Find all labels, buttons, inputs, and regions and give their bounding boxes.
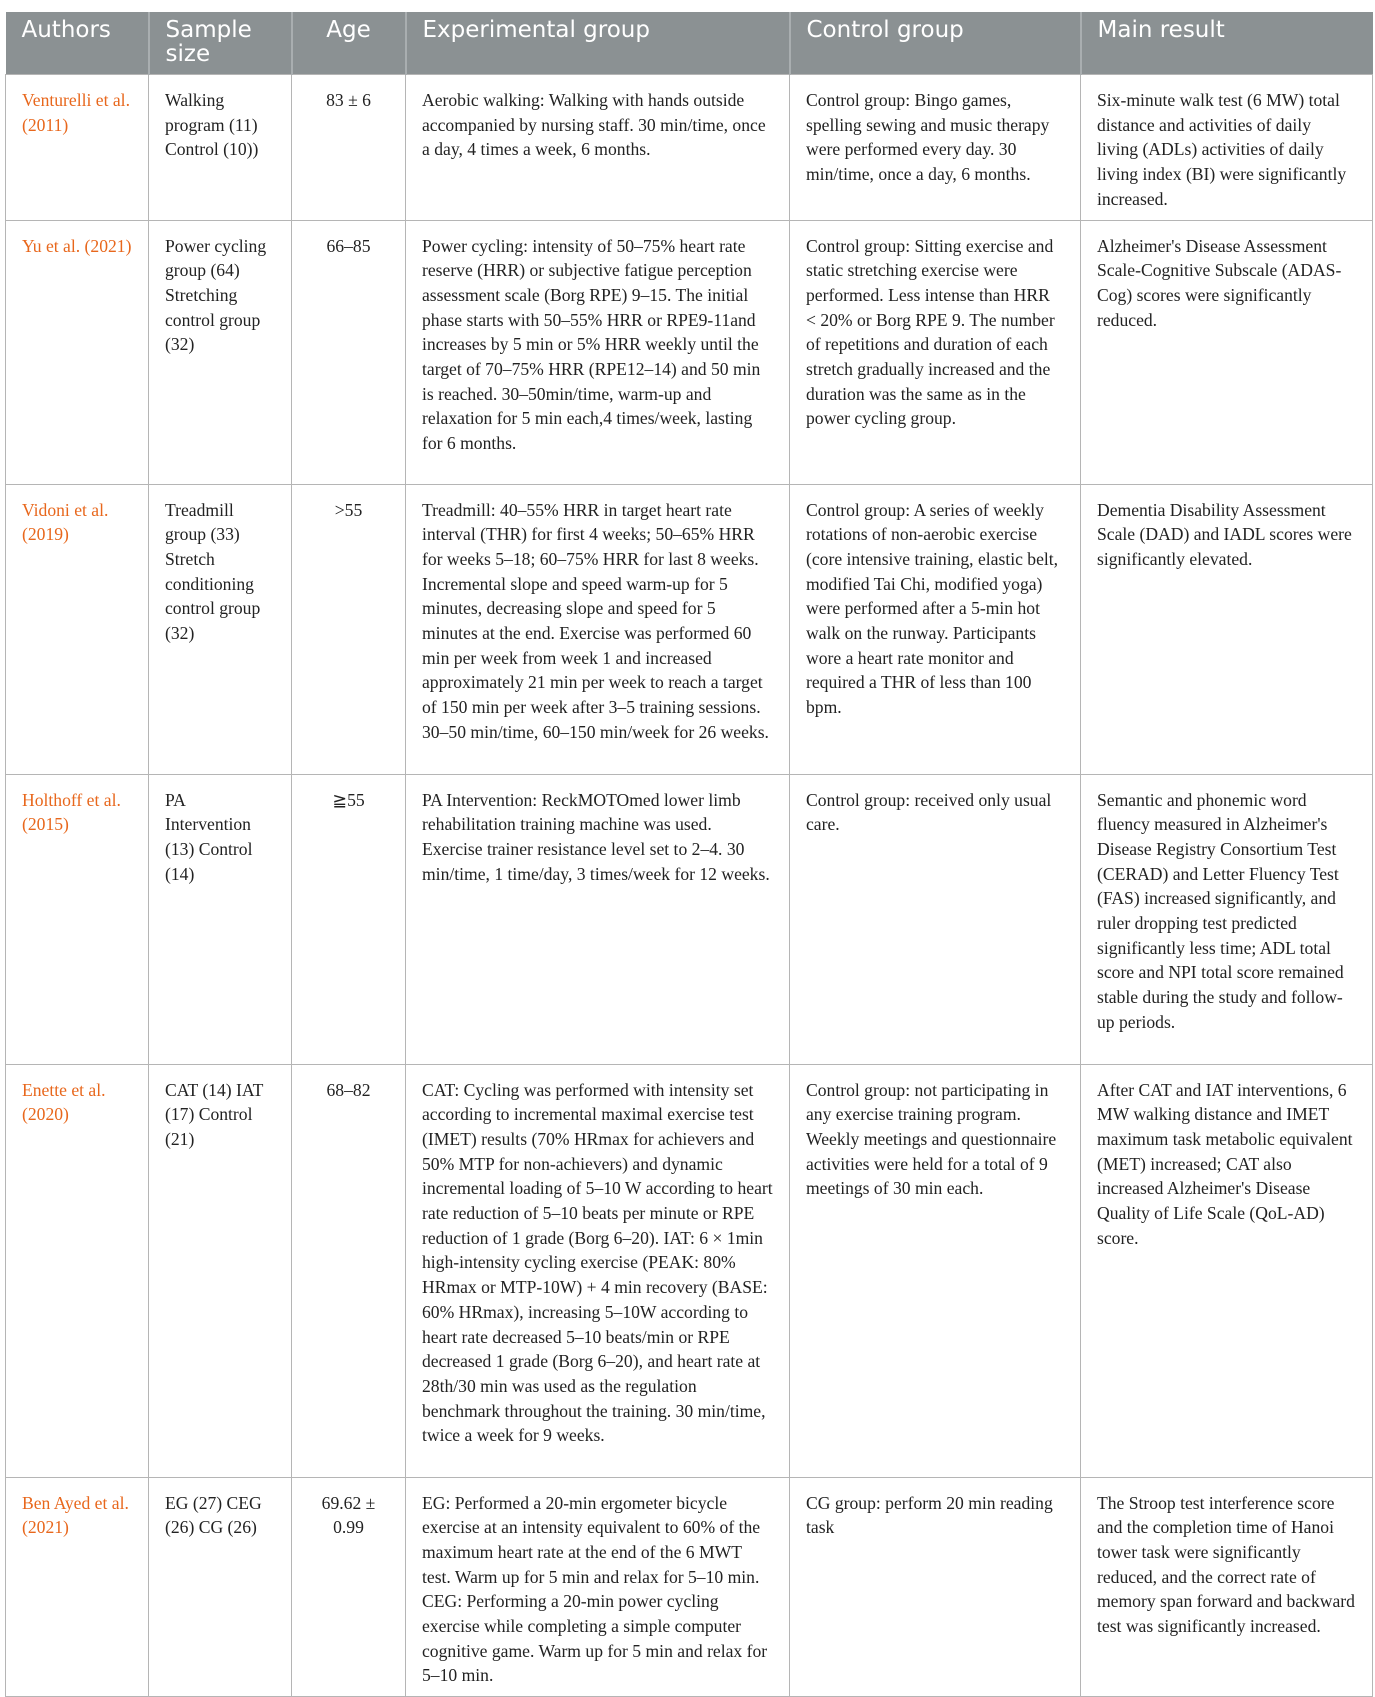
control-group-cell: Control group: Bingo games, spelling sewing and music therapy were performed every day. 30 min/time, once a day, 6 months. bbox=[790, 75, 1081, 221]
main-result-cell: Six-minute walk test (6 MW) total distance and activities of daily living (ADLs) activities of daily living index (BI) were significantly increased. bbox=[1081, 75, 1373, 221]
author-link[interactable]: Yu et al. (2021) bbox=[6, 220, 149, 484]
author-link[interactable]: Enette et al. (2020) bbox=[6, 1064, 149, 1477]
experimental-group-cell: Power cycling: intensity of 50–75% heart rate reserve (HRR) or subjective fatigue perception assessment scale (Borg RPE) 9–15. The initial phase starts with 50–55% HRR or RPE9-11and increases by 5 min or 5% HRR weekly until the target of 70–75% HRR (RPE12–14) and 50 min is reached. 30–50min/time, warm-up and relaxation for 5 min each,4 times/week, lasting for 6 months. bbox=[406, 220, 790, 484]
header-main-result: Main result bbox=[1081, 12, 1373, 75]
control-group-cell: Control group: A series of weekly rotations of non-aerobic exercise (core intensive training, elastic belt, modified Tai Chi, modified yoga) were performed after a 5-min hot walk on the runway. Participants wore a heart rate monitor and required a THR of less than 100 bpm. bbox=[790, 484, 1081, 774]
table-row bbox=[6, 484, 1373, 774]
header-experimental-group: Experimental group bbox=[406, 12, 790, 75]
table-row bbox=[6, 1064, 1373, 1477]
sample-size-cell: Power cycling group (64) Stretching control group (32) bbox=[149, 220, 292, 484]
sample-size-cell: Walking program (11) Control (10)) bbox=[149, 75, 292, 221]
studies-table bbox=[5, 12, 1373, 1697]
experimental-group-cell: EG: Performed a 20-min ergometer bicycle exercise at an intensity equivalent to 60% of the maximum heart rate at the end of the 6 MWT test. Warm up for 5 min and relax for 5–10 min. CEG: Performing a 20-min power cycling exercise while completing a simple computer cognitive game. Warm up for 5 min and relax for 5–10 min. bbox=[406, 1477, 790, 1697]
main-result-cell: After CAT and IAT interventions, 6 MW walking distance and IMET maximum task metabolic equivalent (MET) increased; CAT also increased Alzheimer's Disease Quality of Life Scale (QoL-AD) score. bbox=[1081, 1064, 1373, 1477]
main-result-cell: Alzheimer's Disease Assessment Scale-Cognitive Subscale (ADAS-Cog) scores were significantly reduced. bbox=[1081, 220, 1373, 484]
experimental-group-cell: PA Intervention: ReckMOTOmed lower limb rehabilitation training machine was used. Exercise trainer resistance level set to 2–4. 30 min/time, 1 time/day, 3 times/week for 12 weeks. bbox=[406, 774, 790, 1064]
age-cell: 68–82 bbox=[292, 1064, 406, 1477]
experimental-group-cell: Aerobic walking: Walking with hands outside accompanied by nursing staff. 30 min/time, once a day, 4 times a week, 6 months. bbox=[406, 75, 790, 221]
sample-size-cell: CAT (14) IAT (17) Control (21) bbox=[149, 1064, 292, 1477]
main-result-cell: The Stroop test interference score and the completion time of Hanoi tower task were significantly reduced, and the correct rate of memory span forward and backward test was significantly increased. bbox=[1081, 1477, 1373, 1697]
header-age: Age bbox=[292, 12, 406, 75]
control-group-cell: Control group: Sitting exercise and static stretching exercise were performed. Less intense than HRR < 20% or Borg RPE 9. The number of repetitions and duration of each stretch gradually increased and the duration was the same as in the power cycling group. bbox=[790, 220, 1081, 484]
author-link[interactable]: Venturelli et al. (2011) bbox=[6, 75, 149, 221]
header-authors: Authors bbox=[6, 12, 149, 75]
table-row bbox=[6, 1477, 1373, 1697]
author-link[interactable]: Holthoff et al. (2015) bbox=[6, 774, 149, 1064]
author-link[interactable]: Ben Ayed et al. (2021) bbox=[6, 1477, 149, 1697]
main-result-cell: Semantic and phonemic word fluency measured in Alzheimer's Disease Registry Consortium Test (CERAD) and Letter Fluency Test (FAS) increased significantly, and ruler dropping test predicted significantly less time; ADL total score and NPI total score remained stable during the study and follow-up periods. bbox=[1081, 774, 1373, 1064]
control-group-cell: Control group: received only usual care. bbox=[790, 774, 1081, 1064]
table-row bbox=[6, 220, 1373, 484]
age-cell: >55 bbox=[292, 484, 406, 774]
table-row bbox=[6, 774, 1373, 1064]
experimental-group-cell: CAT: Cycling was performed with intensity set according to incremental maximal exercise test (IMET) results (70% HRmax for achievers and 50% MTP for non-achievers) and dynamic incremental loading of 5–10 W according to heart rate reduction of 5–10 beats per minute or RPE reduction of 1 grade (Borg 6–20). IAT: 6 × 1min high-intensity cycling exercise (PEAK: 80% HRmax or MTP-10W) + 4 min recovery (BASE: 60% HRmax), increasing 5–10W according to heart rate decreased 5–10 beats/min or RPE decreased 1 grade (Borg 6–20), and heart rate at 28th/30 min was used as the regulation benchmark throughout the training. 30 min/time, twice a week for 9 weeks. bbox=[406, 1064, 790, 1477]
sample-size-cell: Treadmill group (33) Stretch conditioning control group (32) bbox=[149, 484, 292, 774]
sample-size-cell: EG (27) CEG (26) CG (26) bbox=[149, 1477, 292, 1697]
header-sample-size: Sample size bbox=[149, 12, 292, 75]
control-group-cell: Control group: not participating in any exercise training program. Weekly meetings and questionnaire activities were held for a total of 9 meetings of 30 min each. bbox=[790, 1064, 1081, 1477]
sample-size-cell: PA Intervention (13) Control (14) bbox=[149, 774, 292, 1064]
age-cell: 66–85 bbox=[292, 220, 406, 484]
control-group-cell: CG group: perform 20 min reading task bbox=[790, 1477, 1081, 1697]
header-control-group: Control group bbox=[790, 12, 1081, 75]
table-row bbox=[6, 75, 1373, 221]
main-result-cell: Dementia Disability Assessment Scale (DAD) and IADL scores were significantly elevated. bbox=[1081, 484, 1373, 774]
age-cell: 69.62 ± 0.99 bbox=[292, 1477, 406, 1697]
header-row bbox=[6, 12, 1373, 75]
experimental-group-cell: Treadmill: 40–55% HRR in target heart rate interval (THR) for first 4 weeks; 50–65% HRR for weeks 5–18; 60–75% HRR for last 8 weeks. Incremental slope and speed warm-up for 5 minutes, decreasing slope and speed for 5 minutes at the end. Exercise was performed 60 min per week from week 1 and increased approximately 21 min per week to reach a target of 150 min per week after 3–5 training sessions. 30–50 min/time, 60–150 min/week for 26 weeks. bbox=[406, 484, 790, 774]
age-cell: 83 ± 6 bbox=[292, 75, 406, 221]
author-link[interactable]: Vidoni et al. (2019) bbox=[6, 484, 149, 774]
age-cell: ≧55 bbox=[292, 774, 406, 1064]
